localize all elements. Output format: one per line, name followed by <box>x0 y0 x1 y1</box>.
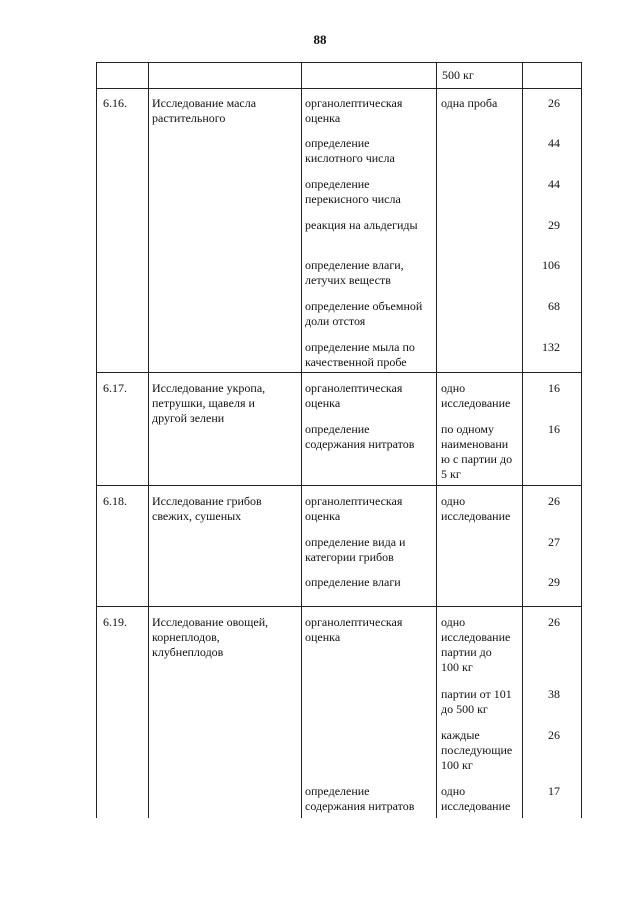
price: 68 <box>548 299 560 313</box>
page-number: 88 <box>313 32 327 47</box>
unit: по одному наименовани ю с партии до 5 кг <box>441 422 513 481</box>
row-line <box>96 606 582 607</box>
unit: одно исследование партии до 100 кг <box>441 615 511 674</box>
price: 16 <box>548 381 560 395</box>
price: 26 <box>548 728 560 742</box>
section-number: 6.19. <box>103 615 127 629</box>
column-line <box>522 62 523 818</box>
row-line <box>96 88 582 89</box>
test-name: реакция на альдегиды <box>305 218 418 232</box>
test-name: органолептическая оценка <box>305 96 403 125</box>
column-line <box>581 62 582 818</box>
price: 106 <box>542 258 560 272</box>
column-line <box>436 62 437 818</box>
test-name: определение перекисного числа <box>305 177 401 206</box>
unit: одна проба <box>441 96 498 110</box>
unit: одно исследование <box>441 784 511 813</box>
row-line <box>96 372 582 373</box>
row-line <box>96 485 582 486</box>
price: 26 <box>548 494 560 508</box>
test-name: определение кислотного числа <box>305 136 395 165</box>
price: 26 <box>548 615 560 629</box>
section-number: 6.18. <box>103 494 127 508</box>
row-line <box>96 62 582 63</box>
price: 38 <box>548 687 560 701</box>
column-line <box>301 62 302 818</box>
test-name: органолептическая оценка <box>305 494 403 523</box>
price: 44 <box>548 177 560 191</box>
test-name: определение содержания нитратов <box>305 422 415 451</box>
section-title: Исследование масла растительного <box>152 96 257 125</box>
test-name: определение вида и категории грибов <box>305 535 406 564</box>
price: 44 <box>548 136 560 150</box>
section-title: Исследование укропа, петрушки, щавеля и другой зелени <box>152 381 266 425</box>
price: 132 <box>542 340 560 354</box>
column-line <box>148 62 149 818</box>
test-name: органолептическая оценка <box>305 381 403 410</box>
test-name: органолептическая оценка <box>305 615 403 644</box>
test-name: определение содержания нитратов <box>305 784 415 813</box>
unit: одно исследование <box>441 381 511 410</box>
test-name: определение объемной доли отстоя <box>305 299 423 328</box>
price: 16 <box>548 422 560 436</box>
unit: партии от 101 до 500 кг <box>441 687 512 716</box>
price: 27 <box>548 535 560 549</box>
price: 26 <box>548 96 560 110</box>
section-number: 6.17. <box>103 381 127 395</box>
test-name: определение влаги <box>305 575 401 589</box>
section-title: Исследование овощей, корнеплодов, клубнеплодов <box>152 615 269 659</box>
continuation-unit: 500 кг <box>442 68 474 82</box>
unit: каждые последующие 100 кг <box>441 728 513 772</box>
price: 29 <box>548 218 560 232</box>
section-title: Исследование грибов свежих, сушеных <box>152 494 262 523</box>
unit: одно исследование <box>441 494 511 523</box>
test-name: определение влаги, летучих веществ <box>305 258 404 287</box>
column-line <box>96 62 97 818</box>
section-number: 6.16. <box>103 96 127 110</box>
test-name: определение мыла по качественной пробе <box>305 340 415 369</box>
price: 29 <box>548 575 560 589</box>
price: 17 <box>548 784 560 798</box>
